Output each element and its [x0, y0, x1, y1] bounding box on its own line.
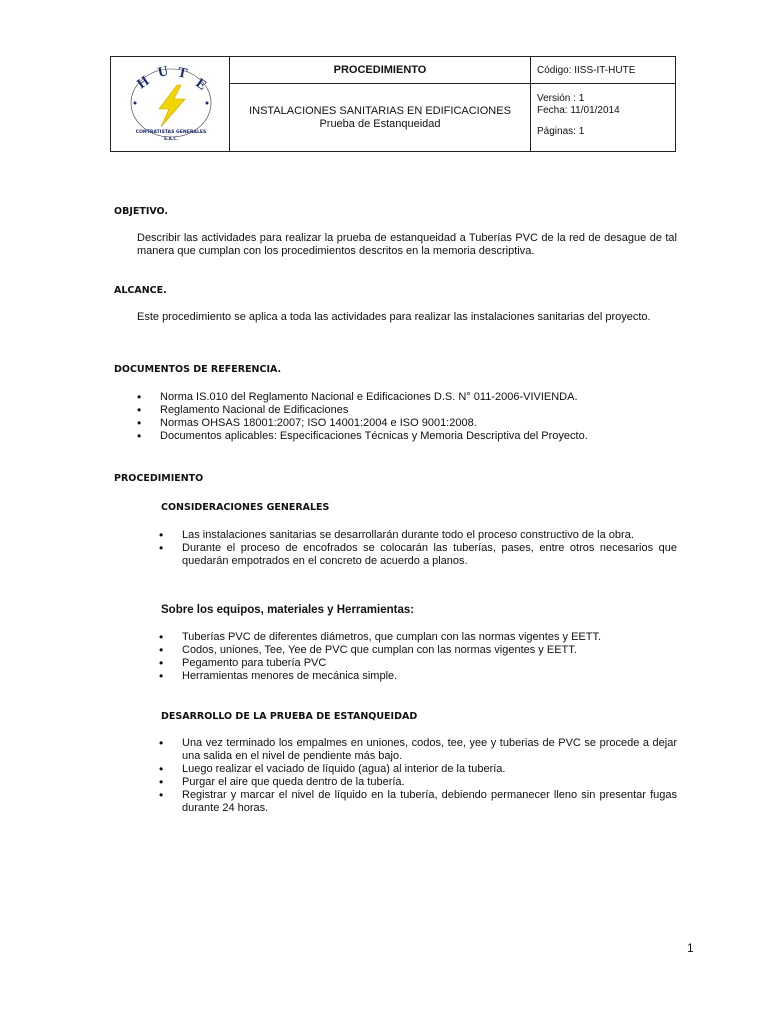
list-item: • Pegamento para tubería PVC: [159, 657, 677, 670]
document-title-block: [230, 84, 530, 152]
document-title: INSTALACIONES SANITARIAS EN EDIFICACIONES: [249, 105, 511, 117]
list-item: • Documentos aplicables: Especificaciones Técnicas y Memoria Descriptiva del Proyecto.: [137, 430, 677, 443]
section-heading-alcance: ALCANCE.: [114, 285, 167, 296]
company-logo: [119, 63, 223, 147]
list-item: • Normas OHSAS 18001:2007; ISO 14001:2004 e ISO 9001:2008.: [137, 417, 677, 430]
header-table: [110, 56, 676, 152]
document-version: Versión : 1: [537, 93, 585, 104]
document-pages: Páginas: 1: [537, 126, 585, 137]
subsection-heading-consideraciones: CONSIDERACIONES GENERALES: [161, 502, 330, 513]
logo-tagline: CONTRATISTAS GENERALES: [135, 130, 207, 135]
logo-letter: T: [176, 65, 189, 82]
subsection-heading-desarrollo: DESARROLLO DE LA PRUEBA DE ESTANQUEIDAD: [161, 711, 418, 722]
section-heading-objetivo: OBJETIVO.: [114, 206, 169, 217]
document-subtitle: Prueba de Estanqueidad: [319, 118, 441, 130]
documentos-list: [137, 391, 677, 443]
logo-dot: [206, 102, 209, 105]
section-heading-documentos: DOCUMENTOS DE REFERENCIA.: [114, 364, 282, 375]
lightning-bolt-icon: [159, 85, 185, 127]
list-item: • Luego realizar el vaciado de líquido (agua) al interior de la tubería.: [159, 763, 677, 776]
logo-letter: U: [156, 64, 170, 81]
list-item: • Las instalaciones sanitarias se desarrollarán durante todo el proceso constructivo de la obra.: [159, 529, 677, 542]
list-item: • Codos, uniones, Tee, Yee de PVC que cumplan con las normas vigentes y EETT.: [159, 644, 677, 657]
equipos-list: [159, 631, 677, 683]
document-type: PROCEDIMIENTO: [333, 64, 427, 76]
list-item: • Herramientas menores de mecánica simple.: [159, 670, 677, 683]
document-meta: [537, 93, 620, 138]
document-date: Fecha: 11/01/2014: [537, 105, 620, 116]
logo-dot: [134, 102, 137, 105]
document-code: Código: IISS-IT-HUTE: [537, 64, 636, 76]
page-number: 1: [687, 941, 694, 955]
consideraciones-list: [159, 529, 677, 568]
logo-letter: E: [192, 75, 209, 94]
list-item: • Registrar y marcar el nivel de líquido en la tubería, debiendo permanecer lleno sin presentar fugas durante 24 horas.: [159, 789, 677, 815]
subsection-heading-equipos: Sobre los equipos, materiales y Herramientas:: [161, 604, 415, 616]
list-item: • Durante el proceso de encofrados se colocarán las tuberías, pases, entre otros necesarios que quedarán empotrados en el concreto de acuerdo a planos.: [159, 542, 677, 568]
desarrollo-list: [159, 737, 677, 815]
list-item: • Una vez terminado los empalmes en uniones, codos, tee, yee y tuberias de PVC se procede a dejar una salida en el nivel de pendiente más bajo.: [159, 737, 677, 763]
alcance-paragraph: Este procedimiento se aplica a toda las actividades para realizar las instalaciones sanitarias del proyecto.: [137, 311, 651, 323]
logo-letter: H: [134, 73, 153, 93]
list-item: • Reglamento Nacional de Edificaciones: [137, 404, 677, 417]
header-divider: [530, 57, 531, 151]
section-heading-procedimiento: PROCEDIMIENTO: [114, 473, 204, 484]
objetivo-paragraph: Describir las actividades para realizar la prueba de estanqueidad a Tuberías PVC de la red de desague de tal manera que cumplan con los procedimientos descritos en la memoria descriptiva.: [137, 232, 677, 257]
logo-suffix: S.A.C.: [163, 136, 179, 141]
list-item: • Norma IS.010 del Reglamento Nacional e Edificaciones D.S. N° 011-2006-VIVIENDA.: [137, 391, 677, 404]
list-item: • Tuberías PVC de diferentes diámetros, que cumplan con las normas vigentes y EETT.: [159, 631, 677, 644]
list-item: • Purgar el aire que queda dentro de la tubería.: [159, 776, 677, 789]
